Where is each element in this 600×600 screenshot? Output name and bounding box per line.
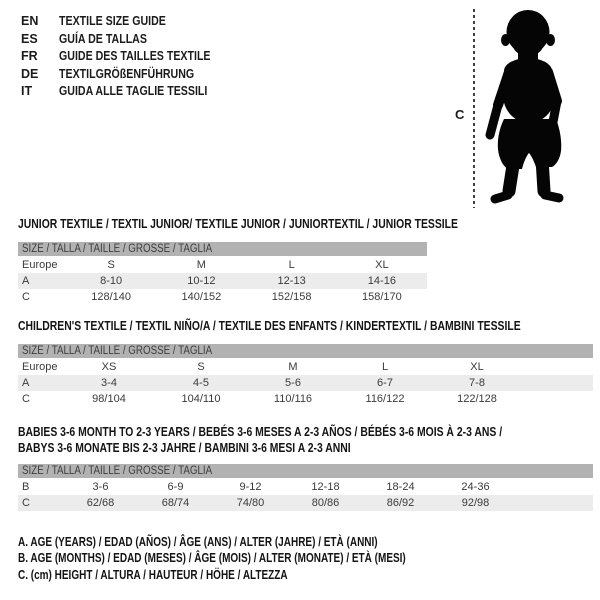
row-value: 7-8 xyxy=(469,377,485,389)
silhouette-leg-left xyxy=(509,159,514,191)
table-title-text: BABYS 3-6 MONATE BIS 2-3 JAHRE / BAMBINI 3-6 MESI A 2-3 ANNI xyxy=(18,439,351,455)
language-title-text: GUIDA ALLE TAGLIE TESSILI xyxy=(59,84,208,99)
row-value: 86/92 xyxy=(386,497,415,509)
row-value: 122/128 xyxy=(457,393,497,405)
row-label: Europe xyxy=(22,259,58,271)
table-title-text: BABIES 3-6 MONTH TO 2-3 YEARS / BEBÉS 3-6 MESES A 2-3 AÑOS / BÉBÉS 3-6 MOIS À 2-3 ANS / xyxy=(18,424,503,439)
row-value: 24-36 xyxy=(461,481,490,493)
table-title-line xyxy=(18,424,600,440)
row-value: XL xyxy=(470,361,484,373)
row-value: 6-9 xyxy=(167,481,184,493)
row-label: A xyxy=(22,275,30,287)
silhouette-leg-right xyxy=(542,159,544,191)
row-value: 8-10 xyxy=(100,275,123,287)
row-value: 10-12 xyxy=(187,275,216,287)
row-value: 6-7 xyxy=(377,377,393,389)
row-value: 140/152 xyxy=(181,291,222,303)
footnote-line xyxy=(18,534,503,550)
table-row xyxy=(18,273,427,289)
row-value: 68/74 xyxy=(161,497,190,509)
row-value: 9-12 xyxy=(239,481,262,493)
language-title xyxy=(59,83,234,101)
row-value: S xyxy=(107,259,115,271)
size-header-text: SIZE / TALLA / TAILLE / GRÖSSE / TAGLIA xyxy=(22,243,213,255)
height-label-c: C xyxy=(455,107,465,122)
size-header-bar xyxy=(18,464,593,478)
row-value: 110/116 xyxy=(273,393,313,405)
table-title-line xyxy=(18,440,600,456)
babies-table-title xyxy=(18,424,600,455)
row-value: 5-6 xyxy=(285,377,301,389)
silhouette-arm-right-fore xyxy=(552,101,557,127)
row-value: XS xyxy=(101,361,117,373)
language-code: IT xyxy=(21,84,33,99)
row-value: 152/158 xyxy=(271,291,312,303)
row-value: M xyxy=(196,259,206,271)
row-label: B xyxy=(22,481,30,493)
row-value: 12-18 xyxy=(311,481,340,493)
table-title-line xyxy=(18,318,600,334)
row-label: C xyxy=(22,291,30,303)
language-code: DE xyxy=(21,66,39,81)
table-row xyxy=(18,375,593,391)
language-title xyxy=(59,31,162,49)
silhouette-foot-right xyxy=(545,195,559,198)
row-value: XL xyxy=(375,259,389,271)
footnote-text: A. AGE (YEARS) / EDAD (AÑOS) / ÂGE (ANS) / ALTER (JAHRE) / ETÀ (ANNI) xyxy=(18,535,378,549)
silhouette-ear-right xyxy=(546,34,555,46)
row-value: 92/98 xyxy=(461,497,490,509)
language-code: FR xyxy=(21,49,38,64)
language-title-text: TEXTILGRÖßENFÜHRUNG xyxy=(59,66,195,81)
table-title-text: JUNIOR TEXTILE / TEXTIL JUNIOR/ TEXTILE JUNIOR / JUNIORTEXTIL / JUNIOR TESSILE xyxy=(18,216,458,231)
row-value: S xyxy=(197,361,205,373)
row-label: A xyxy=(22,377,30,389)
row-label: C xyxy=(22,497,30,509)
row-value: 3-4 xyxy=(101,377,117,389)
size-header-text: SIZE / TALLA / TAILLE / GRÖSSE / TAGLIA xyxy=(22,465,213,477)
row-value: 98/104 xyxy=(92,393,126,405)
row-value: 158/170 xyxy=(361,291,402,303)
babies-size-table xyxy=(18,464,593,511)
language-title-text: GUIDE DES TAILLES TEXTILE xyxy=(59,49,211,64)
language-code: ES xyxy=(21,31,38,46)
language-code: EN xyxy=(21,14,39,28)
height-dashed-line xyxy=(473,9,475,208)
language-title-text: TEXTILE SIZE GUIDE xyxy=(59,14,166,28)
table-row xyxy=(18,359,593,375)
language-title-text: GUÍA DE TALLAS xyxy=(59,31,147,46)
junior-size-table xyxy=(18,242,427,305)
row-value: M xyxy=(288,361,298,373)
size-header-bar xyxy=(18,242,427,256)
table-row xyxy=(18,391,593,407)
row-value: 18-24 xyxy=(386,481,415,493)
children-table-title xyxy=(18,318,600,334)
size-header-text: SIZE / TALLA / TAILLE / GRÖSSE / TAGLIA xyxy=(22,345,213,357)
junior-table-title xyxy=(18,216,568,232)
silhouette-ear-left xyxy=(501,34,510,46)
language-title xyxy=(59,66,218,84)
table-row xyxy=(18,479,593,495)
size-header-bar xyxy=(18,344,593,358)
silhouette-arm-left-fore xyxy=(490,105,498,135)
row-value: 62/68 xyxy=(86,497,115,509)
row-value: 116/122 xyxy=(365,393,405,405)
table-title-text: CHILDREN'S TEXTILE / TEXTIL NIÑO/A / TEXTILE DES ENFANTS / KINDERTEXTIL / BAMBINI TESSILE xyxy=(18,318,521,333)
row-value: 14-16 xyxy=(367,275,396,287)
row-label: Europe xyxy=(22,361,58,373)
children-size-table xyxy=(18,344,593,407)
row-value: 128/140 xyxy=(91,291,131,303)
footnote-line xyxy=(18,550,503,566)
row-value: 4-5 xyxy=(193,377,209,389)
language-title xyxy=(59,48,237,66)
row-label: C xyxy=(22,393,30,405)
language-title xyxy=(59,13,185,31)
row-value: 3-6 xyxy=(92,481,109,493)
row-value: 80/86 xyxy=(311,497,340,509)
footnote-text: B. AGE (MONTHS) / EDAD (MESES) / ÂGE (MOIS) / ALTER (MONATE) / ETÀ (MESI) xyxy=(18,551,406,566)
row-value: 74/80 xyxy=(236,497,265,509)
table-row xyxy=(18,289,427,305)
footnote-text: C. (cm) HEIGHT / ALTURA / HAUTEUR / HÖHE / ALTEZZA xyxy=(18,567,288,582)
footnote-line xyxy=(18,567,503,583)
table-title-line xyxy=(18,216,568,232)
toddler-silhouette-image xyxy=(482,9,574,206)
row-value: L xyxy=(288,259,295,271)
table-row xyxy=(18,257,427,273)
row-value: L xyxy=(381,361,389,373)
row-value: 12-13 xyxy=(277,275,306,287)
row-value: 104/110 xyxy=(181,393,221,405)
legend-footnotes xyxy=(18,534,503,583)
silhouette-foot-left xyxy=(495,195,508,199)
table-row xyxy=(18,495,593,511)
